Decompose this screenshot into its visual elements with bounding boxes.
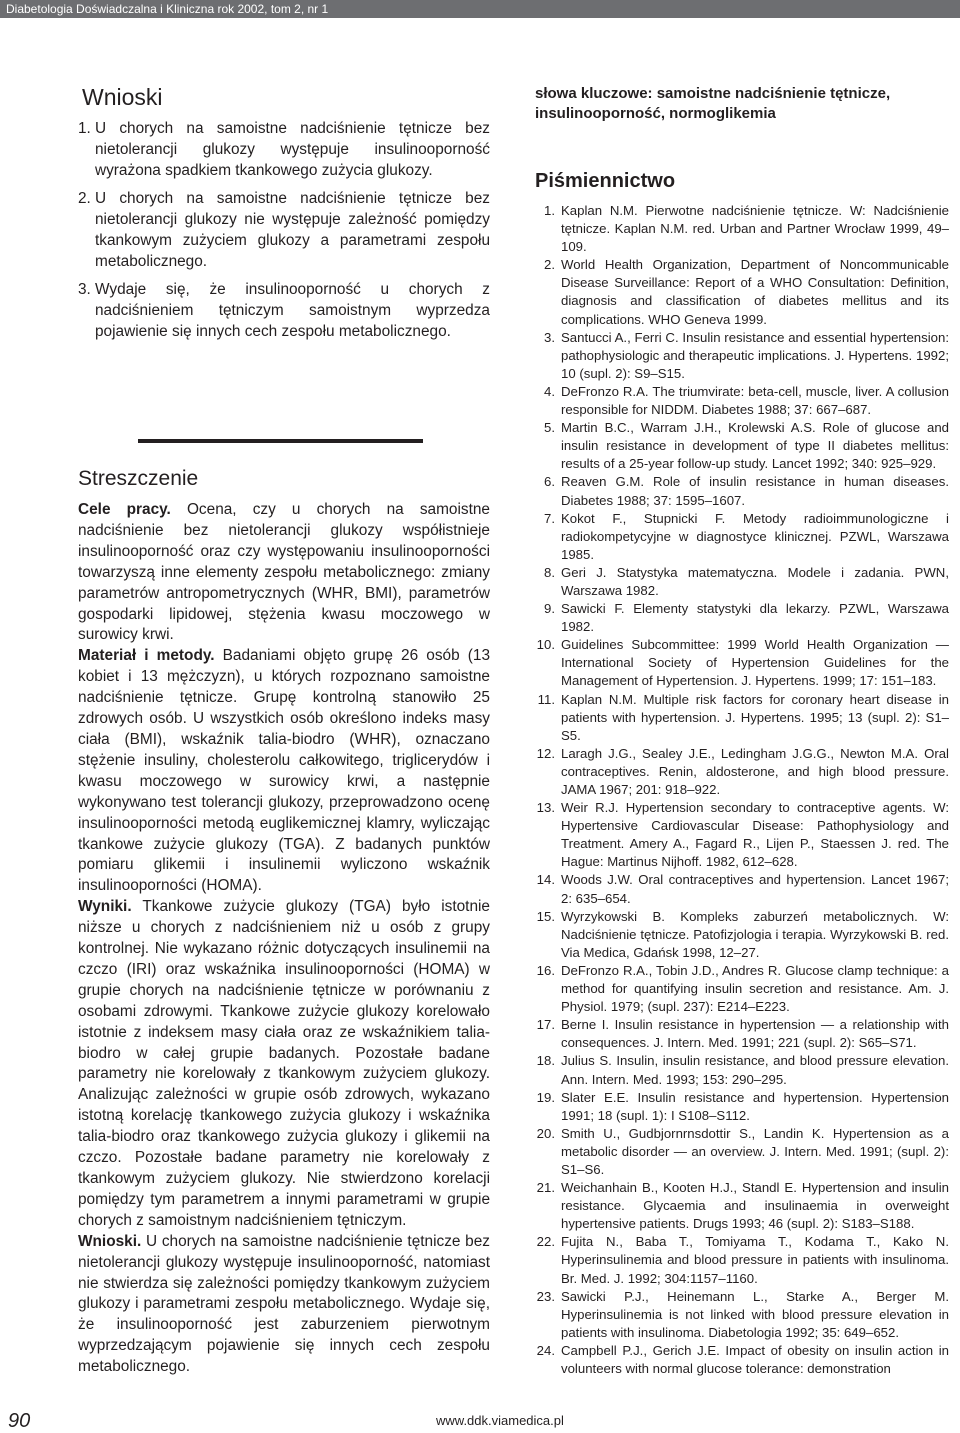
reference-item bbox=[535, 510, 949, 564]
reference-text: World Health Organization, Department of Noncommunicable Disease Surveillance: Report of a WHO Consultation: Definition, diagnosis and classification of diabetes mellitus and its complications. WHO Geneva 1999. bbox=[561, 257, 949, 327]
reference-item bbox=[535, 202, 949, 256]
reference-item bbox=[535, 1233, 949, 1287]
reference-item bbox=[535, 636, 949, 690]
right-column bbox=[535, 84, 949, 1378]
reference-number: 10. bbox=[536, 637, 555, 653]
abstract-paragraph bbox=[78, 500, 490, 646]
keywords: słowa kluczowe: samoistne nadciśnienie tętnicze, insulinooporność, normoglikemia bbox=[535, 85, 891, 122]
reference-item bbox=[535, 383, 949, 419]
reference-text: DeFronzo R.A. The triumvirate: beta-cell, muscle, liver. A collusion responsible for NIDDM. Diabetes 1988; 37: 667–687. bbox=[561, 383, 949, 418]
reference-number: 1. bbox=[544, 203, 555, 218]
conclusion-number: 1. bbox=[78, 120, 91, 137]
reference-number: 15. bbox=[536, 908, 555, 924]
footer-url: www.ddk.viamedica.pl bbox=[436, 1413, 564, 1428]
abstract-body bbox=[78, 500, 490, 1378]
reference-item bbox=[535, 1016, 949, 1052]
journal-header-bar bbox=[0, 0, 960, 18]
abstract-text: Ocena, czy u chorych na samoistne nadciśnienie bez nietolerancji glukozy współistnieje insulinooporność oraz czy występowaniu insulinooporności towarzyszą inne elementy zespołu metabolicznego: zmiany parametrów antropometrycznych (WHR, BMI), parametrów gospodarki lipidowej, stężenia kwasu moczowego w surowicy krwi. bbox=[78, 501, 490, 644]
reference-text: Weichanhain B., Kooten H.J., Standl E. Hypertension and insulin resistance. Glycaemia and insulinaemia in overweight hypertensive patients. Drugs 1993; 46 (supl. 2): S183–S188. bbox=[561, 1180, 949, 1232]
page-number: 90 bbox=[8, 1410, 31, 1432]
reference-text: Woods J.W. Oral contraceptives and hypertension. Lancet 1967; 2: 635–654. bbox=[561, 872, 949, 906]
reference-text: Smith U., Gudbjornrnsdottir S., Landin K. Hypertension as a metabolic disorder — an overview. J. Intern. Med. 1991; (supl. 2): S1–S6. bbox=[561, 1125, 949, 1177]
reference-number: 19. bbox=[536, 1089, 555, 1105]
conclusion-number: 2. bbox=[78, 190, 91, 207]
conclusion-number: 3. bbox=[78, 281, 91, 298]
reference-number: 13. bbox=[536, 800, 555, 816]
reference-number: 11. bbox=[537, 691, 555, 707]
conclusion-item bbox=[78, 188, 490, 272]
abstract-paragraph bbox=[78, 897, 490, 1232]
reference-text: Sawicki P.J., Heinemann L., Starke A., Berger M. Hyperinsulinemia is not linked with blood pressure elevation in patients with insulinoma. Diabetologia 1992; 35: 649–652. bbox=[561, 1288, 949, 1340]
abstract-label: Wnioski. bbox=[78, 1232, 142, 1250]
reference-number: 16. bbox=[536, 962, 555, 978]
abstract-text: U chorych na samoistne nadciśnienie tętnicze bez nietolerancji glukozy występuje insulinooporność, natomiast nie stwierdza się zależności pomiędzy tkankowym zużyciem glukozy i parametrami zespołu metabolicznego. Wydaje się, że insulinooporność jest zaburzeniem pierwotnym wyprzedzającym pojawienie się innych cech zespołu metabolicznego. bbox=[78, 1232, 490, 1376]
reference-number: 14. bbox=[536, 872, 555, 888]
reference-text: Guidelines Subcommittee: 1999 World Health Organization — International Society of Hypertension Guidelines for the Management of Hypertension. J. Hypertens. 1999; 17: 151–183. bbox=[561, 637, 949, 689]
reference-text: Laragh J.G., Sealey J.E., Ledingham J.G.G., Newton M.A. Oral contraceptives. Renin, aldosterone, and high blood pressure. JAMA 1967; 201: 918–922. bbox=[561, 745, 949, 797]
abstract-paragraph bbox=[78, 646, 490, 897]
reference-item bbox=[535, 871, 949, 907]
conclusions-list bbox=[78, 118, 490, 342]
reference-number: 6. bbox=[544, 474, 555, 490]
reference-item bbox=[535, 908, 949, 962]
reference-item bbox=[535, 419, 949, 473]
reference-text: Julius S. Insulin, insulin resistance, and blood pressure elevation. Ann. Intern. Med. 1993; 153: 290–295. bbox=[561, 1053, 949, 1087]
reference-text: Wyrzykowski B. Kompleks zaburzeń metabolicznych. W: Nadciśnienie tętnicze. Patofizjologia i terapia. Wyrzykowski B. red. Via Medica, Gdańsk 1998, 12–27. bbox=[561, 908, 949, 960]
abstract-text: Badaniami objęto grupę 26 osób (13 kobiet i 13 mężczyzn), u których rozpoznano samoistne nadciśnienie tętnicze. Grupę kontrolną stanowiło 25 zdrowych osób. U wszystkich osób określono indeks masy ciała (BMI), wskaźnik talia-biodro (WHR), oznaczano stężenie insuliny, cholesterolu całkowitego, triglicerydów i kwasu moczowego w surowicy krwi, a następnie wykonywano test tolerancji glukozy, przeprowadzono ocenę insulinooporności metodą euglikemicznej klamry, wyliczając tkankowe zużycie glukozy (TGA). Z badanych punktów pomiaru glikemii i insulinemii wyliczono wskaźnik insulinooporności (HOMA). bbox=[78, 647, 490, 895]
abstract-label: Wyniki. bbox=[78, 898, 132, 916]
abstract-label: Materiał i metody. bbox=[78, 647, 215, 665]
conclusion-item bbox=[78, 279, 490, 342]
reference-text: Geri J. Statystyka matematyczna. Modele i zadania. PWN, Warszawa 1982. bbox=[561, 564, 949, 598]
reference-text: DeFronzo R.A., Tobin J.D., Andres R. Glucose clamp technique: a method for quantifying insulin secretion and resistance. Am. J. Physiol. 1979; (supl. 237): E214–E223. bbox=[561, 962, 949, 1015]
reference-item bbox=[535, 1288, 949, 1342]
abstract-heading: Streszczenie bbox=[78, 467, 199, 490]
reference-number: 5. bbox=[544, 420, 555, 436]
references-list bbox=[535, 202, 949, 1378]
reference-text: Slater E.E. Insulin resistance and hypertension. Hypertension 1991; 18 (supl. 1): I S108–S112. bbox=[561, 1089, 949, 1123]
reference-item bbox=[535, 1125, 949, 1179]
reference-item bbox=[535, 329, 949, 383]
reference-item bbox=[535, 745, 949, 799]
reference-item bbox=[535, 1179, 949, 1233]
reference-number: 12. bbox=[536, 745, 555, 761]
section-divider bbox=[138, 439, 423, 443]
reference-item bbox=[535, 564, 949, 600]
reference-text: Fujita N., Baba T., Tomiyama T., Kodama T., Kako N. Hyperinsulinemia and blood pressure in patients with insulinoma. Br. Med. J. 1992; 304:1157–1160. bbox=[561, 1234, 949, 1286]
reference-text: Martin B.C., Warram J.H., Krolewski A.S. Role of glucose and insulin resistance in development of type II diabetes mellitus: results of a 25-year follow-up study. Lancet 1992; 340: 925–929. bbox=[561, 420, 949, 472]
reference-text: Kaplan N.M. Multiple risk factors for coronary heart disease in patients with hypertension. J. Hypertens. 1995; 13 (supl. 2): S1–S5. bbox=[561, 691, 949, 743]
reference-number: 7. bbox=[544, 510, 555, 526]
reference-number: 21. bbox=[536, 1180, 555, 1196]
abstract-paragraph bbox=[78, 1232, 490, 1378]
reference-text: Weir R.J. Hypertension secondary to contraceptive agents. W: Hypertensive Cardiovascular Disease: Pathophysiology and Treatment. Amery A., Fagard R., Lijen P., Staessen J. red. The Hague: Martinus Nijhoff. 1982, 612–628. bbox=[561, 800, 949, 870]
reference-text: Sawicki F. Elementy statystyki dla lekarzy. PZWL, Warszawa 1982. bbox=[561, 601, 949, 635]
reference-number: 2. bbox=[544, 257, 555, 273]
reference-item bbox=[535, 1089, 949, 1125]
reference-text: Kokot F., Stupnicki F. Metody radioimmunologiczne i radiokompetycyjne w diagnostyce klinicznej. PZWL, Warszawa 1985. bbox=[561, 510, 949, 562]
conclusion-item bbox=[78, 118, 490, 181]
abstract-text: Tkankowe zużycie glukozy (TGA) było istotnie niższe u chorych z nadciśnieniem niż u osób z grupy kontrolnej. Nie wykazano różnic dotyczących insulinemii na czczo (IRI) oraz wskaźnika insulinooporności (HOMA) w grupie chorych na nadciśnienie tętnicze w porównaniu z osobami zdrowymi. Tkankowe zużycie glukozy korelowało istotnie z indeksem masy ciała oraz ze wskaźnikiem talia-biodro w całej grupie badanych. Pozostałe badane parametry nie korelowały z tkankowym zużyciem glukozy. Analizując zależności w grupie osób zdrowych, wykazano istotną korelację tkankowego zużycia glukozy i wskaźnika talia-biodro oraz tkankowego zużycia glukozy i glikemii na czczo. Pozostałe badane parametry nie korelowały z tkankowym zużyciem glukozy. Nie stwierdzono korelacji pomiędzy tym parametrem a innymi parametrami w grupie chorych z samoistnym nadciśnieniem tętniczym. bbox=[78, 898, 490, 1229]
reference-number: 3. bbox=[544, 329, 555, 345]
reference-text: Reaven G.M. Role of insulin resistance in human diseases. Diabetes 1988; 37: 1595–1607. bbox=[561, 474, 949, 508]
conclusions-heading: Wnioski bbox=[82, 84, 163, 110]
reference-number: 22. bbox=[536, 1234, 555, 1250]
reference-number: 4. bbox=[544, 383, 555, 399]
reference-number: 20. bbox=[536, 1125, 555, 1141]
reference-number: 24. bbox=[536, 1342, 555, 1358]
reference-number: 18. bbox=[536, 1053, 555, 1069]
reference-number: 17. bbox=[536, 1017, 555, 1033]
reference-item bbox=[535, 962, 949, 1016]
reference-item bbox=[535, 600, 949, 636]
conclusion-text: U chorych na samoistne nadciśnienie tętnicze bez nietolerancji glukozy nie występuje zależność pomiędzy tkankowym zużyciem glukozy a parametrami zespołu metabolicznego. bbox=[95, 190, 490, 270]
journal-header-text: Diabetologia Doświadczalna i Kliniczna rok 2002, tom 2, nr 1 bbox=[6, 2, 329, 16]
reference-item bbox=[535, 1342, 949, 1378]
abstract-label: Cele pracy. bbox=[78, 501, 171, 518]
conclusion-text: Wydaje się, że insulinooporność u chorych z nadciśnieniem tętniczym samoistnym wyprzedza pojawienie się innych cech zespołu metabolicznego. bbox=[95, 281, 490, 340]
reference-item bbox=[535, 799, 949, 871]
reference-text: Campbell P.J., Gerich J.E. Impact of obesity on insulin action in volunteers with normal glucose tolerance: demonstration bbox=[561, 1342, 949, 1376]
reference-item bbox=[535, 691, 949, 745]
reference-number: 9. bbox=[544, 601, 555, 617]
reference-item bbox=[535, 256, 949, 328]
reference-text: Kaplan N.M. Pierwotne nadciśnienie tętnicze. W: Nadciśnienie tętnicze. Kaplan N.M. red. Urban and Partner Wrocław 1999, 49–109. bbox=[561, 203, 949, 255]
reference-number: 23. bbox=[536, 1288, 555, 1304]
reference-item bbox=[535, 473, 949, 509]
conclusion-text: U chorych na samoistne nadciśnienie tętnicze bez nietolerancji glukozy występuje insulinooporność wyrażona spadkiem tkankowego zużycia glukozy. bbox=[95, 120, 490, 179]
left-column bbox=[78, 84, 490, 1378]
reference-text: Santucci A., Ferri C. Insulin resistance and essential hypertension: pathophysiologic and therapeutic implications. J. Hypertens. 1992; 10 (supl. 2): S9–S15. bbox=[561, 329, 949, 381]
reference-text: Berne I. Insulin resistance in hypertension — a relationship with consequences. J. Intern. Med. 1991; 221 (supl. 2): S65–S71. bbox=[561, 1017, 949, 1051]
references-heading: Piśmiennictwo bbox=[535, 170, 676, 192]
reference-item bbox=[535, 1052, 949, 1088]
reference-number: 8. bbox=[544, 564, 555, 580]
